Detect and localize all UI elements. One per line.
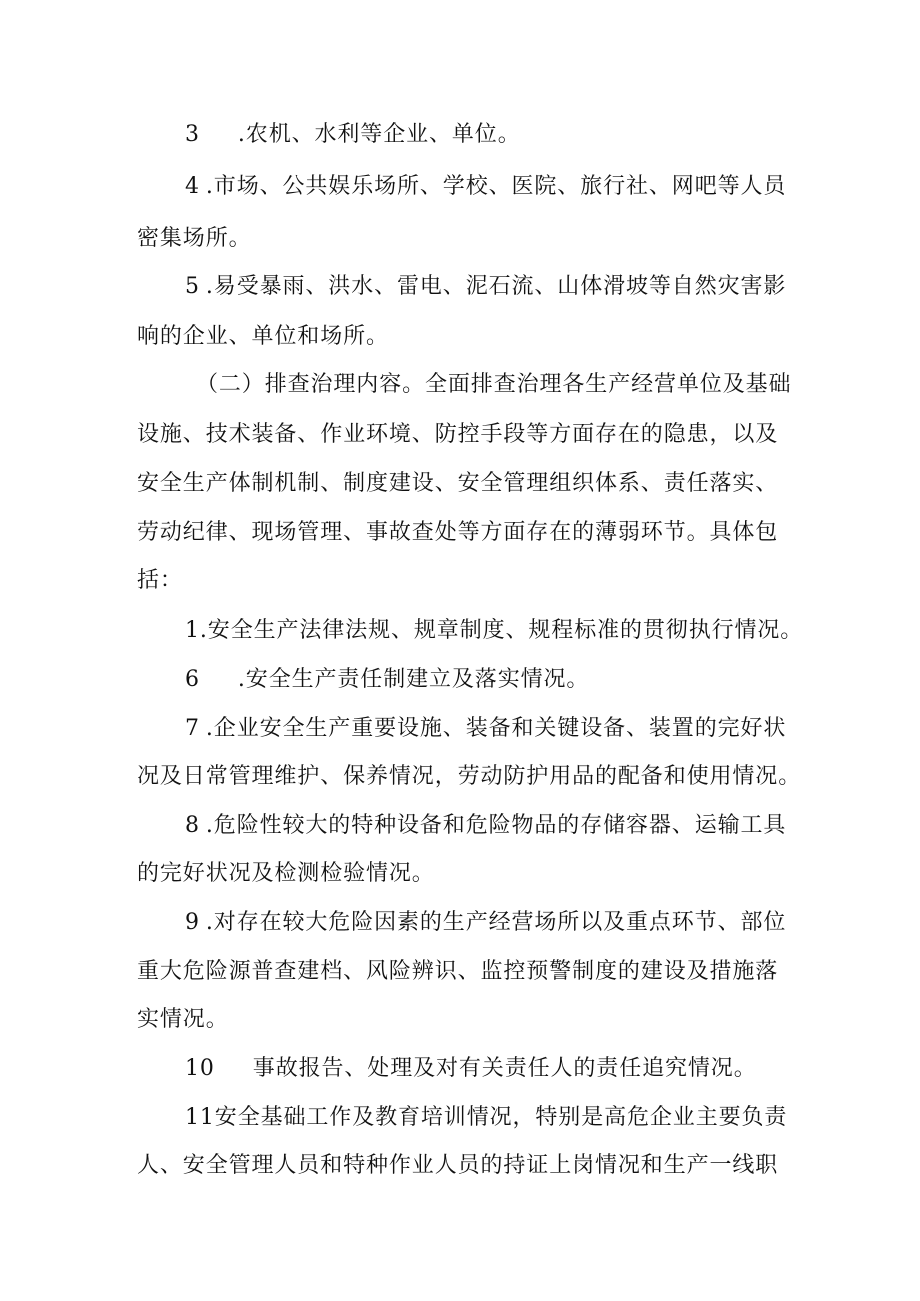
- item-number: 3: [185, 122, 200, 147]
- list-item-5: [185, 272, 786, 302]
- item-number: 6: [185, 667, 200, 692]
- text-line: 人、安全管理人员和特种作业人员的持证上岗情况和生产一线职: [137, 1153, 779, 1178]
- list-item-6: [185, 665, 589, 695]
- list-item-10: [185, 1054, 757, 1084]
- text-line: 括：: [137, 568, 183, 593]
- list-item-3: [185, 120, 521, 150]
- item-text: .企业安全生产重要设施、装备和关键设备、装置的完好状: [205, 716, 787, 741]
- item-number: 9: [185, 910, 200, 935]
- section-heading-paragraph: （二）排查治理内容。全面排查治理各生产经营单位及基础: [196, 372, 792, 397]
- item-text: .易受暴雨、洪水、雷电、泥石流、山体滑坡等自然灾害影: [205, 274, 787, 299]
- item-text: 事故报告、处理及对有关责任人的责任追究情况。: [252, 1056, 757, 1081]
- list-item-4: [185, 172, 786, 202]
- text-line: 重大危险源普查建档、风险辨识、监控预警制度的建设及措施落: [137, 959, 779, 984]
- item-text: .市场、公共娱乐场所、学校、医院、旅行社、网吧等人员: [205, 174, 787, 199]
- list-item-8: [185, 811, 786, 841]
- text-line: 实情况。: [137, 1007, 229, 1032]
- text-line: 密集场所。: [137, 226, 252, 251]
- item-text: .对存在较大危险因素的生产经营场所以及重点环节、部位: [205, 910, 787, 935]
- item-number: 8: [185, 813, 200, 838]
- item-number: 7: [185, 716, 200, 741]
- item-text: .农机、水利等企业、单位。: [237, 122, 521, 147]
- text-line: 劳动纪律、现场管理、事故查处等方面存在的薄弱环节。具体包: [137, 520, 779, 545]
- item-text: .安全生产责任制建立及落实情况。: [237, 667, 590, 692]
- text-line: 响的企业、单位和场所。: [137, 324, 389, 349]
- item-number: 5: [185, 274, 200, 299]
- item-text: .危险性较大的特种设备和危险物品的存储容器、运输工具: [205, 813, 787, 838]
- text-line: 安全生产体制机制、制度建设、安全管理组织体系、责任落实、: [137, 471, 779, 496]
- item-number: 10: [185, 1056, 215, 1081]
- list-item-7: [185, 714, 786, 744]
- item-number: 4: [185, 174, 200, 199]
- text-line: 的完好状况及检测检验情况。: [137, 861, 435, 886]
- text-line: 况及日常管理维护、保养情况，劳动防护用品的配备和使用情况。: [137, 764, 802, 789]
- text-line: 设施、技术装备、作业环境、防控手段等方面存在的隐患，以及: [137, 422, 779, 447]
- list-item-11: 11安全基础工作及教育培训情况，特别是高危企业主要负责: [185, 1105, 788, 1130]
- list-item-1: 1.安全生产法律法规、规章制度、规程标准的贯彻执行情况。: [185, 618, 804, 643]
- list-item-9: [185, 908, 786, 938]
